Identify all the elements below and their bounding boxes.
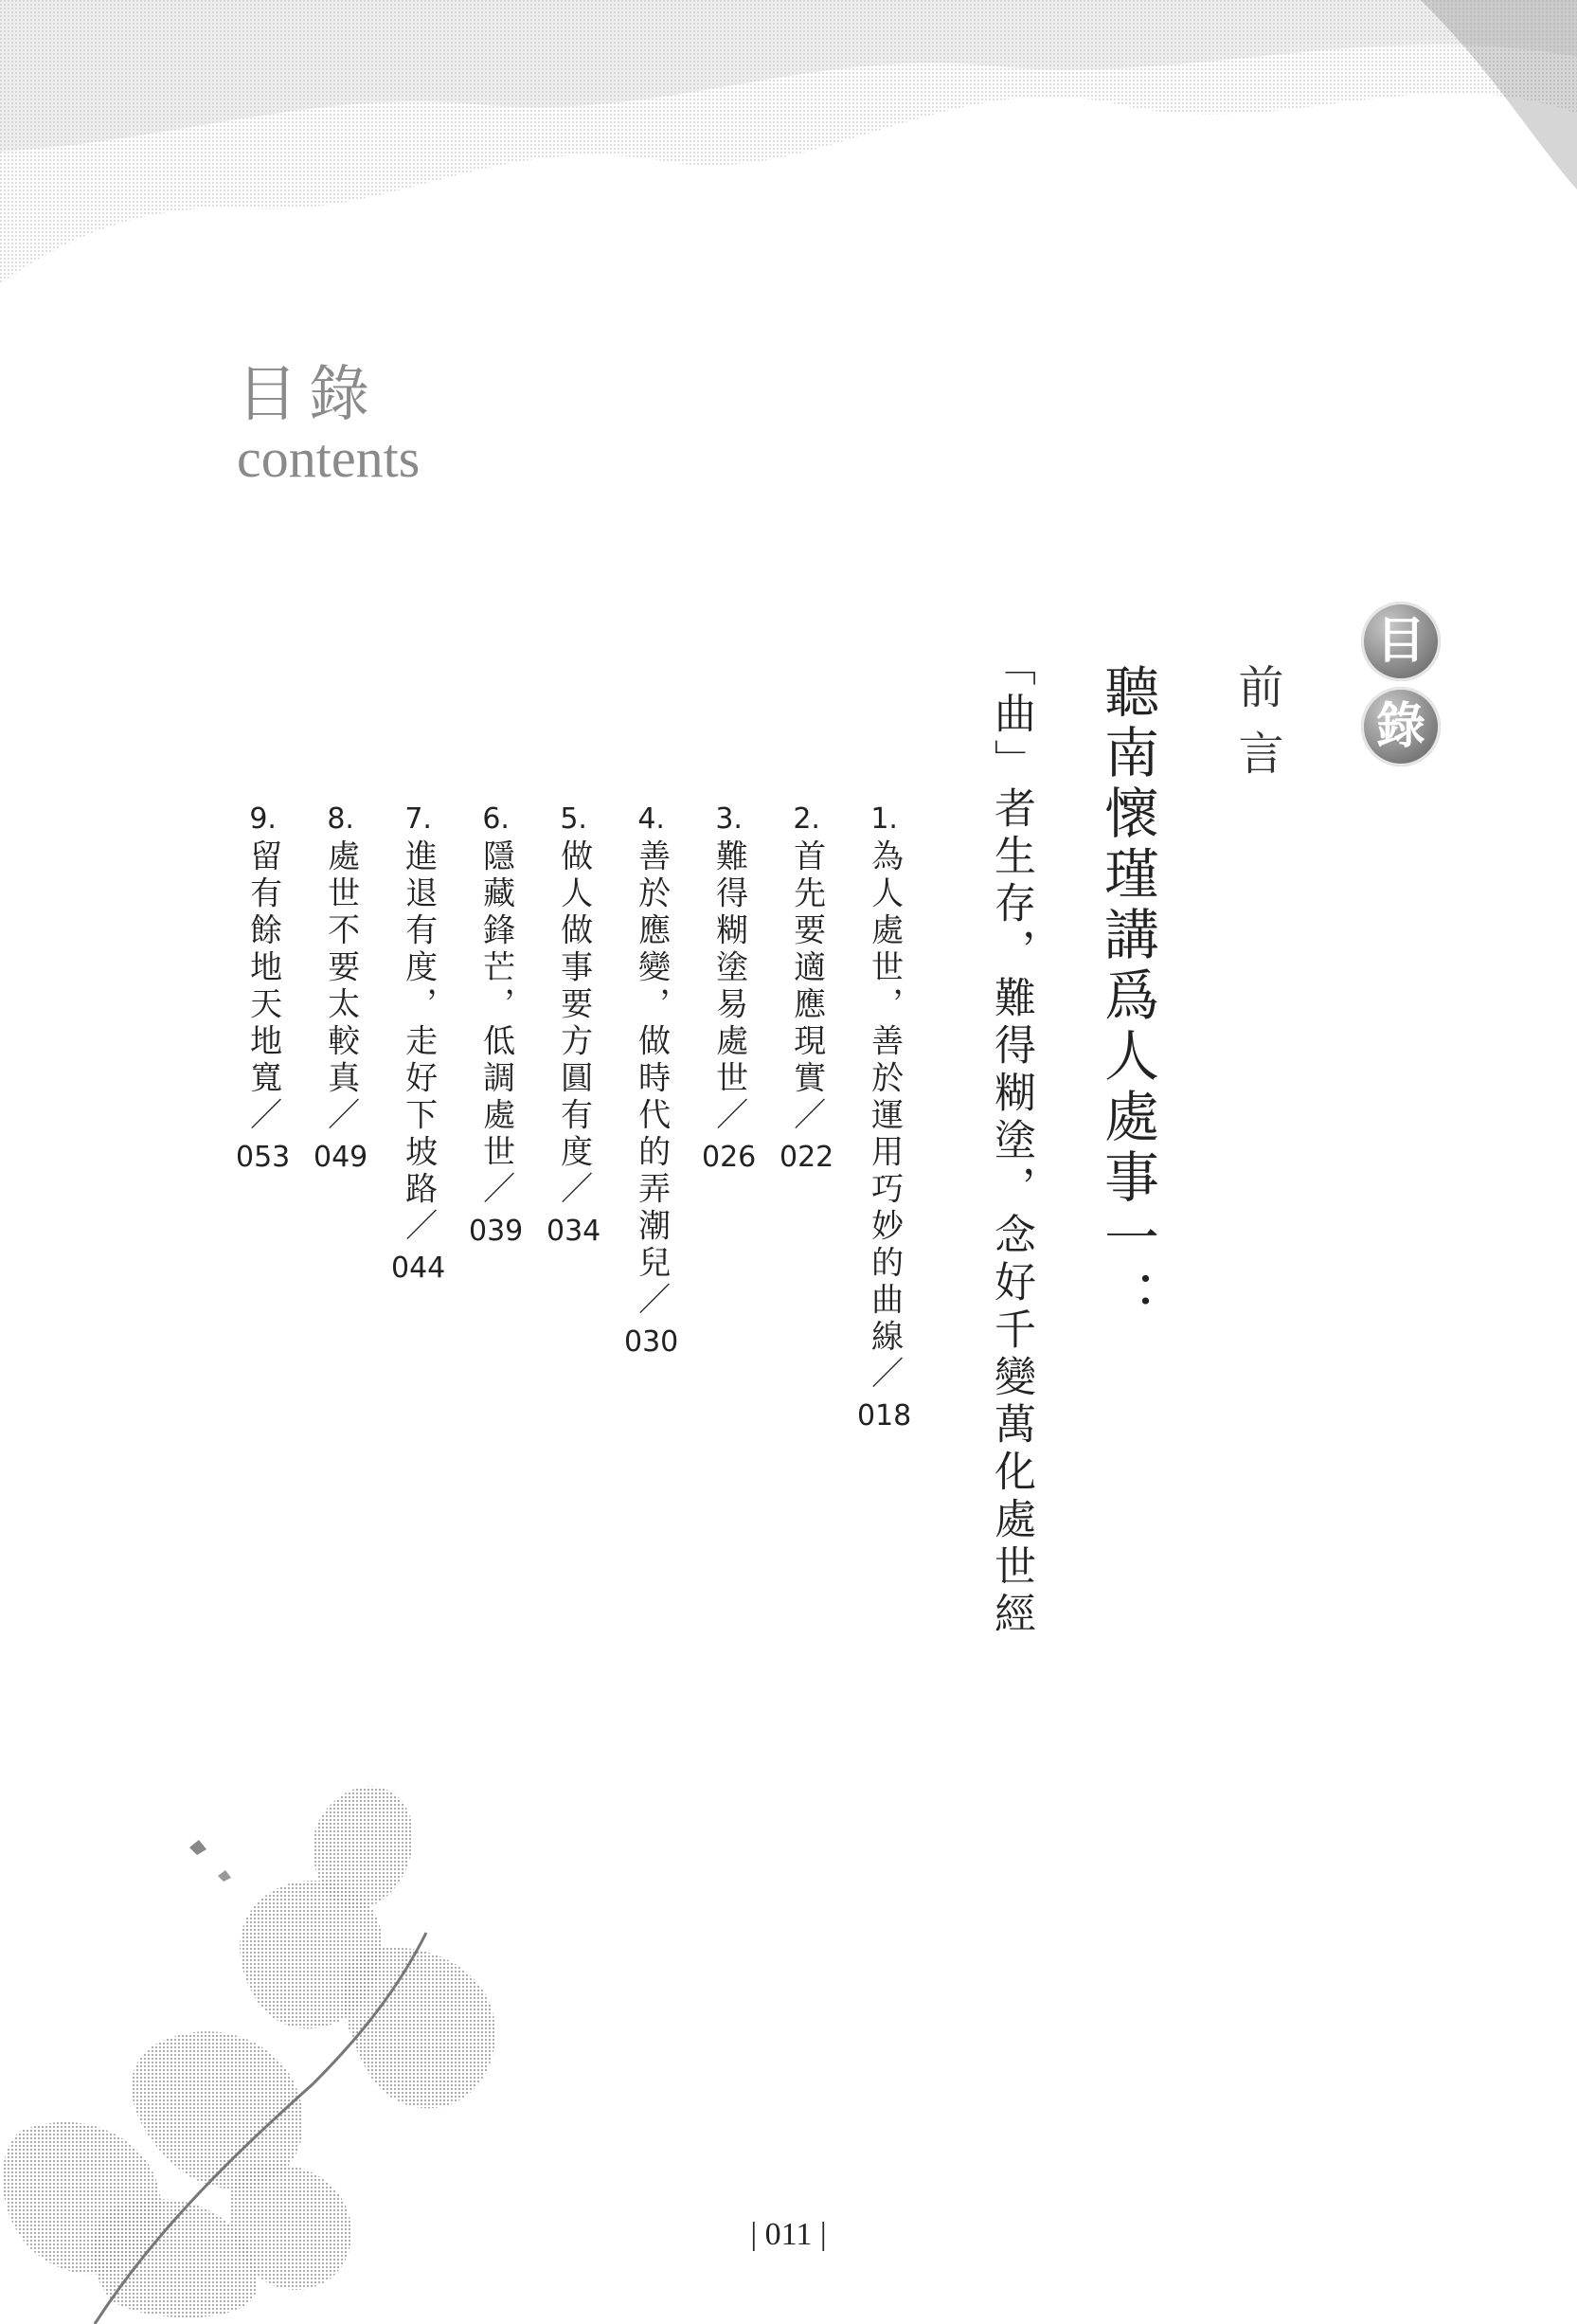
preface-entry[interactable]: 前言 — [1230, 663, 1283, 796]
toc-item-number: 4. — [637, 802, 665, 836]
toc-item-page: 053 — [236, 1140, 291, 1174]
toc-item-page: 034 — [547, 1214, 601, 1248]
toc-item-title: 隱藏鋒芒，低調處世／ — [476, 838, 515, 1209]
toc-item-5[interactable] — [547, 801, 600, 1251]
toc-item-8[interactable] — [314, 801, 367, 1177]
toc-item-title: 進退有度，走好下坡路／ — [399, 838, 438, 1246]
toc-item-6[interactable] — [469, 801, 523, 1251]
toc-item-title: 處世不要太較真／ — [321, 838, 360, 1135]
toc-item-title: 留有餘地天地寬／ — [243, 838, 282, 1135]
toc-item-number: 5. — [560, 802, 587, 836]
toc-item-2[interactable] — [780, 801, 833, 1177]
toc-item-title: 首先要適應現實／ — [787, 838, 826, 1135]
toc-badge — [1361, 602, 1446, 772]
toc-item-page: 026 — [702, 1140, 757, 1174]
toc-item-title: 善於應變，做時代的弄潮兒／ — [632, 838, 671, 1320]
toc-item-number: 9. — [249, 802, 277, 836]
page-number: | 011 | — [750, 2217, 827, 2252]
toc-item-4[interactable] — [624, 801, 678, 1361]
toc-item-number: 8. — [327, 802, 354, 836]
toc-item-page: 018 — [857, 1398, 912, 1432]
toc-item-1[interactable] — [857, 801, 911, 1435]
toc-item-page: 039 — [469, 1214, 524, 1248]
toc-item-page: 049 — [314, 1140, 368, 1174]
contents-title-zh: 目錄 — [237, 360, 381, 430]
toc-item-page: 030 — [624, 1324, 679, 1359]
toc-item-3[interactable] — [702, 801, 756, 1177]
toc-item-number: 6. — [482, 802, 510, 836]
toc-item-number: 1. — [870, 802, 898, 836]
toc-item-number: 2. — [793, 802, 820, 836]
wave-decoration — [0, 0, 1577, 341]
toc-item-title: 難得糊塗易處世／ — [709, 838, 748, 1135]
badge-char-lu: 錄 — [1361, 687, 1441, 766]
contents-title-en: contents — [237, 427, 421, 489]
chapter-subtitle: 「曲」者生存，難得糊塗，念好千變萬化處世經 — [987, 644, 1035, 1639]
toc-item-title: 為人處世，善於運用巧妙的曲線／ — [865, 838, 904, 1394]
toc-item-number: 7. — [404, 802, 432, 836]
contents-header — [237, 360, 421, 489]
toc-item-page: 022 — [780, 1140, 834, 1174]
toc-item-9[interactable] — [236, 801, 290, 1177]
toc-item-7[interactable] — [391, 801, 445, 1288]
toc-item-number: 3. — [715, 802, 743, 836]
chapter-title: 聽南懷瑾講爲人處事一： — [1095, 663, 1159, 1330]
toc-item-title: 做人做事要方圓有度／ — [554, 838, 593, 1209]
toc-item-page: 044 — [391, 1251, 446, 1285]
badge-char-mu: 目 — [1361, 602, 1441, 681]
